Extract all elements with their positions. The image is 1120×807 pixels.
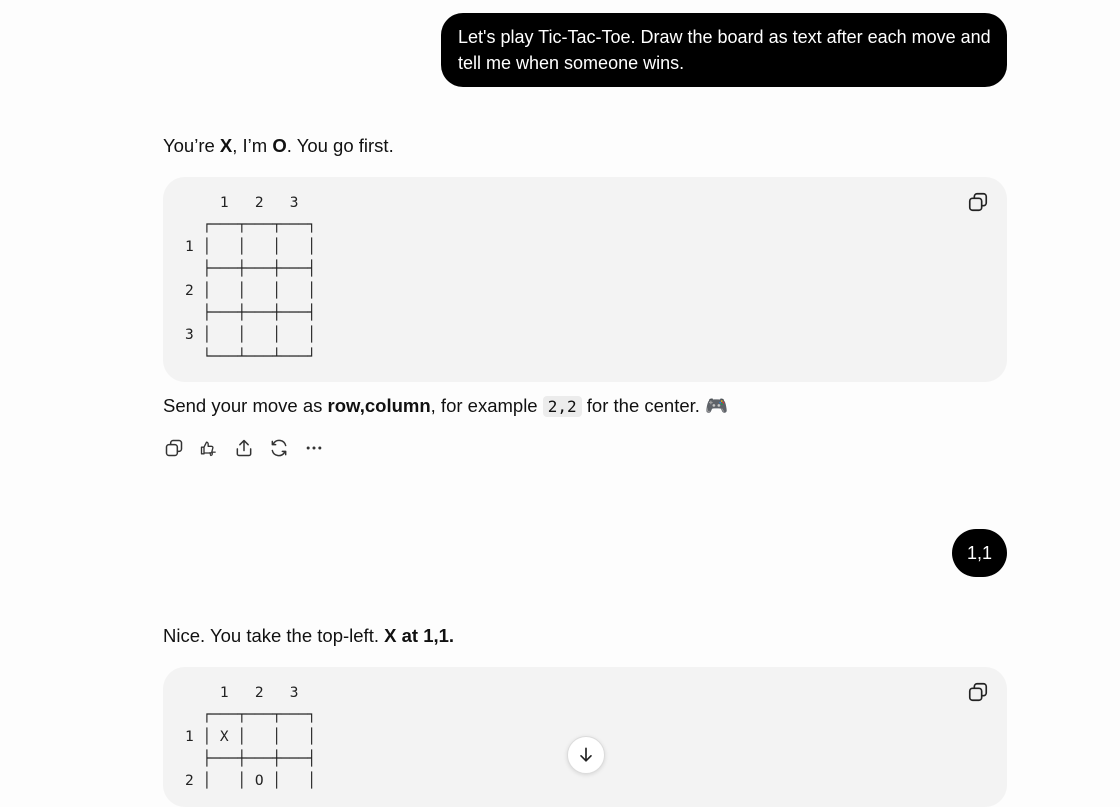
thumbs-up-down-icon — [199, 438, 219, 458]
regenerate-button[interactable] — [268, 437, 290, 459]
intro-text: . You go first. — [286, 135, 394, 156]
more-button[interactable] — [303, 437, 325, 459]
board-text: 1 2 3 ┌───┬───┬───┐ 1 │ │ │ │ ├───┼───┼───┤ 2 │ │ │ │ ├───┼───┼───┤ 3 │ │ │ │ └───┴───┴───┘ — [185, 195, 316, 365]
user-message-bubble — [952, 529, 1007, 577]
copy-icon — [967, 191, 989, 213]
user-message-text: 1,1 — [966, 543, 993, 563]
instruction-text: , for example — [430, 395, 543, 416]
regenerate-icon — [269, 438, 289, 458]
copy-button[interactable] — [163, 437, 185, 459]
instruction-text: for the center. 🎮 — [581, 395, 729, 416]
assistant-intro — [163, 133, 394, 159]
intro-text: , I’m — [232, 135, 273, 156]
share-button[interactable] — [233, 437, 255, 459]
more-icon — [304, 438, 324, 458]
instruction-bold: row,column — [327, 395, 431, 416]
assistant-instruction — [163, 393, 728, 420]
instruction-text: Send your move as — [163, 395, 328, 416]
copy-icon — [164, 438, 184, 458]
inline-code: 2,2 — [543, 396, 582, 417]
copy-icon — [967, 681, 989, 703]
board-text: 1 2 3 ┌───┬───┬───┐ 1 │ X │ │ │ ├───┼───┼───┤ 2 │ │ O │ │ — [185, 685, 316, 789]
assistant-response — [163, 623, 454, 649]
share-icon — [234, 438, 254, 458]
code-block-board — [163, 177, 1007, 382]
arrow-down-icon — [576, 745, 596, 765]
intro-o: O — [272, 135, 287, 156]
copy-code-button[interactable] — [967, 191, 989, 213]
user-message-bubble — [441, 13, 1007, 87]
response-bold: X at 1,1. — [384, 625, 455, 646]
scroll-to-bottom-button[interactable] — [567, 736, 605, 774]
user-message-line: tell me when someone wins. — [458, 53, 685, 73]
copy-code-button[interactable] — [967, 681, 989, 703]
intro-x: X — [219, 135, 233, 156]
feedback-button[interactable] — [198, 437, 220, 459]
user-message-line: Let's play Tic-Tac-Toe. Draw the board as text after each move and — [458, 27, 991, 47]
message-actions — [163, 437, 325, 459]
response-text: Nice. You take the top-left. — [163, 625, 385, 646]
intro-text: You’re — [163, 135, 220, 156]
